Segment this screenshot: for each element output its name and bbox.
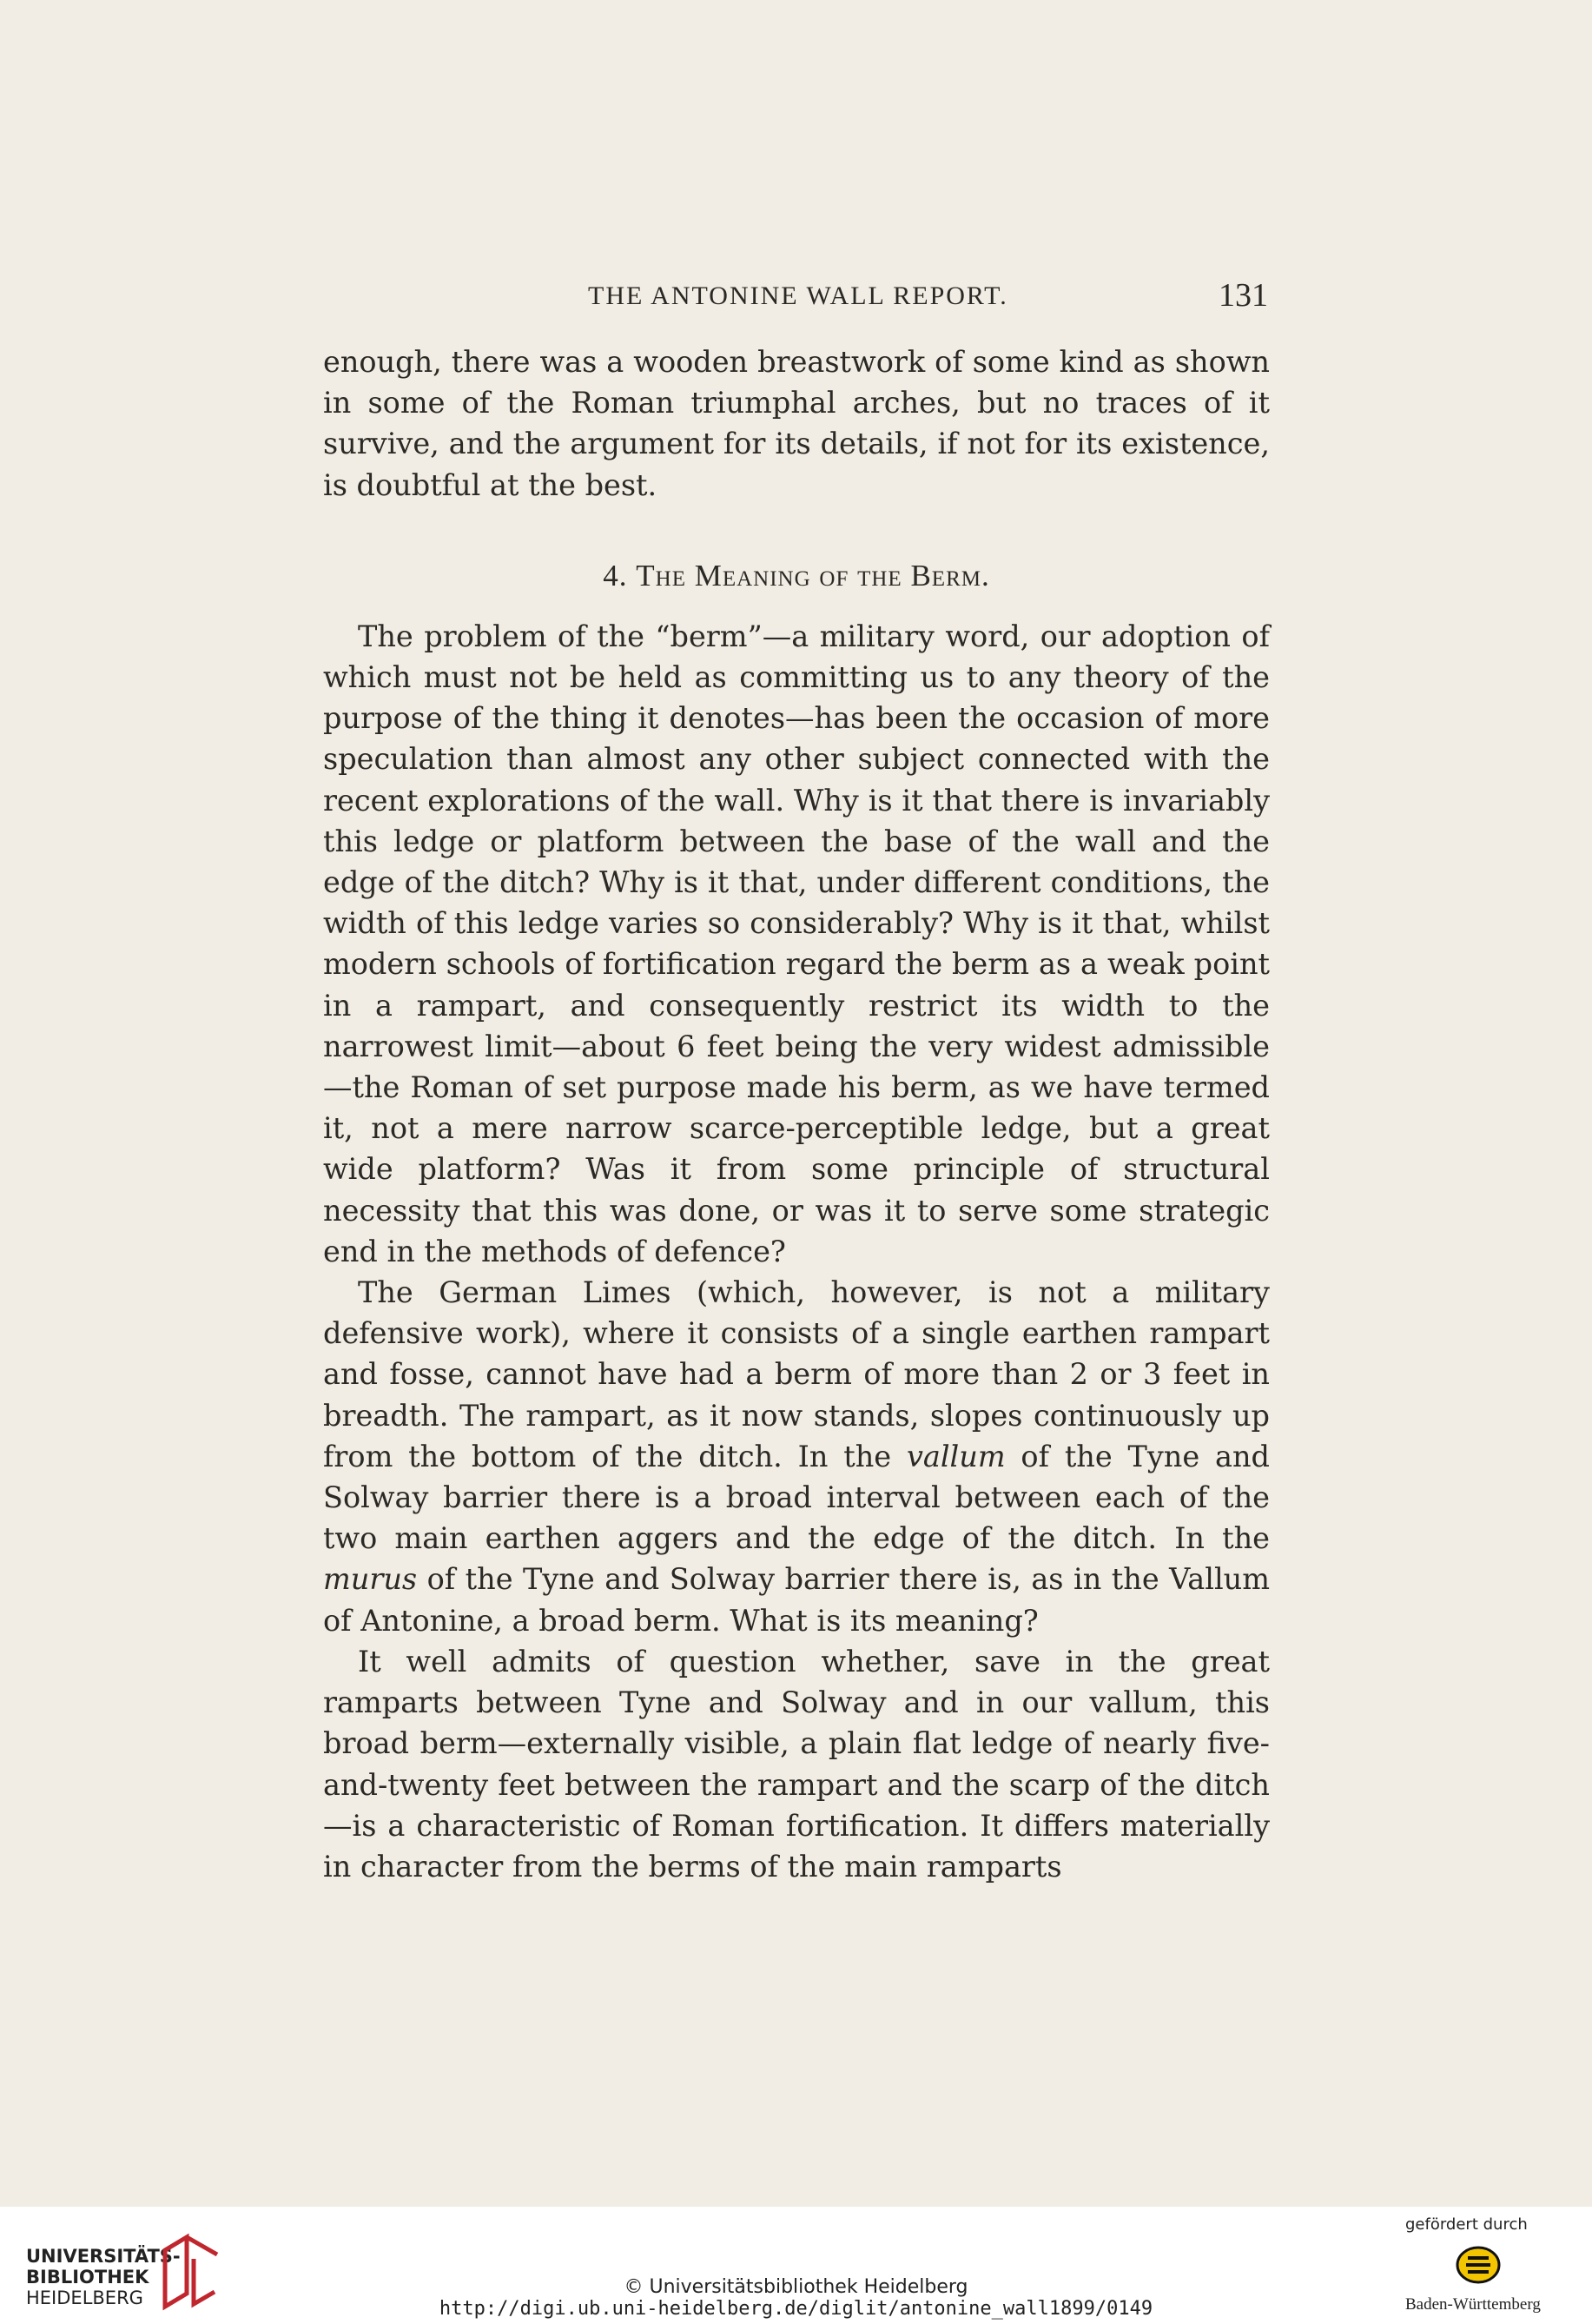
running-title: THE ANTONINE WALL REPORT. [588, 281, 1008, 310]
paragraph-german-limes [323, 1272, 1270, 1641]
permalink[interactable]: http://digi.ub.uni-heidelberg.de/diglit/antonine_wall1899/0149 [439, 2298, 1153, 2320]
section-title: The Meaning of the Berm. [636, 558, 990, 593]
section-number: 4. [603, 558, 628, 593]
text-block [323, 341, 1270, 1887]
paragraph-text: of the Tyne and Solway barrier there is a broad interval between each of the two main earthen aggers and the edge of the ditch. In the [323, 1439, 1270, 1556]
library-line: HEIDELBERG [26, 2288, 143, 2308]
paragraph-text: of the Tyne and Solway barrier there is, as in the Vallum of Antonine, a broad berm. What is its meaning? [323, 1562, 1270, 1638]
library-line: UNIVERSITÄTS- [26, 2246, 181, 2267]
baden-wuerttemberg-crest-icon [1456, 2243, 1501, 2287]
funded-by-label: gefördert durch [1405, 2215, 1528, 2234]
footer-bar [0, 2207, 1592, 2324]
funder-name: Baden-Württemberg [1405, 2295, 1541, 2314]
italic-term: vallum [906, 1439, 1006, 1473]
section-heading [323, 553, 1270, 599]
running-head [323, 276, 1270, 320]
paragraph-broad-berm: It well admits of question whether, save in the great ramparts between Tyne and Solway and in our vallum, this broad berm—externally visible, a plain flat ledge of nearly five-and-twenty feet between the rampart and the scarp of the ditch—is a characteristic of Roman fortification. It differs materially in character from the berms of the main ramparts [323, 1644, 1270, 1884]
italic-term: murus [323, 1562, 418, 1597]
library-line: BIBLIOTHEK [26, 2267, 149, 2288]
continuation-paragraph: enough, there was a wooden breastwork of some kind as shown in some of the Roman triumphal arches, but no traces of it survive, and the argument for its details, if not for its existence, is doubtful at the best. [323, 345, 1270, 502]
paragraph-text: The German Limes (which, however, is not a military defensive work), where it consists of a single earthen rampart and fosse, cannot have had a berm of more than 2 or 3 feet in breadth. The rampart, as it now stands, slopes continuously up from the bottom of the ditch. In the [323, 1275, 1270, 1473]
copyright-notice: © Universitätsbibliothek Heidelberg [624, 2276, 968, 2298]
page-number: 131 [1219, 277, 1268, 314]
paragraph-berm-problem: The problem of the “berm”—a military word, our adoption of which must not be held as committing us to any theory of the purpose of the thing it denotes—has been the occasion of more speculation than almost any other subject connected with the recent explorations of the wall. Why is it that there is invariably this ledge or platform between the base of the wall and the edge of the ditch? Why is it that, under different conditions, the width of this ledge varies so considerably? Why is it that, whilst modern schools of fortification regard the berm as a weak point in a rampart, and consequently restrict its width to the narrowest limit—about 6 feet being the very widest admissible—the Roman of set purpose made his berm, as we have termed it, not a mere narrow scarce-perceptible ledge, but a great wide platform? Was it from some principle of structural necessity that this was done, or was it to serve some strategic end in the methods of defence? [323, 619, 1270, 1268]
